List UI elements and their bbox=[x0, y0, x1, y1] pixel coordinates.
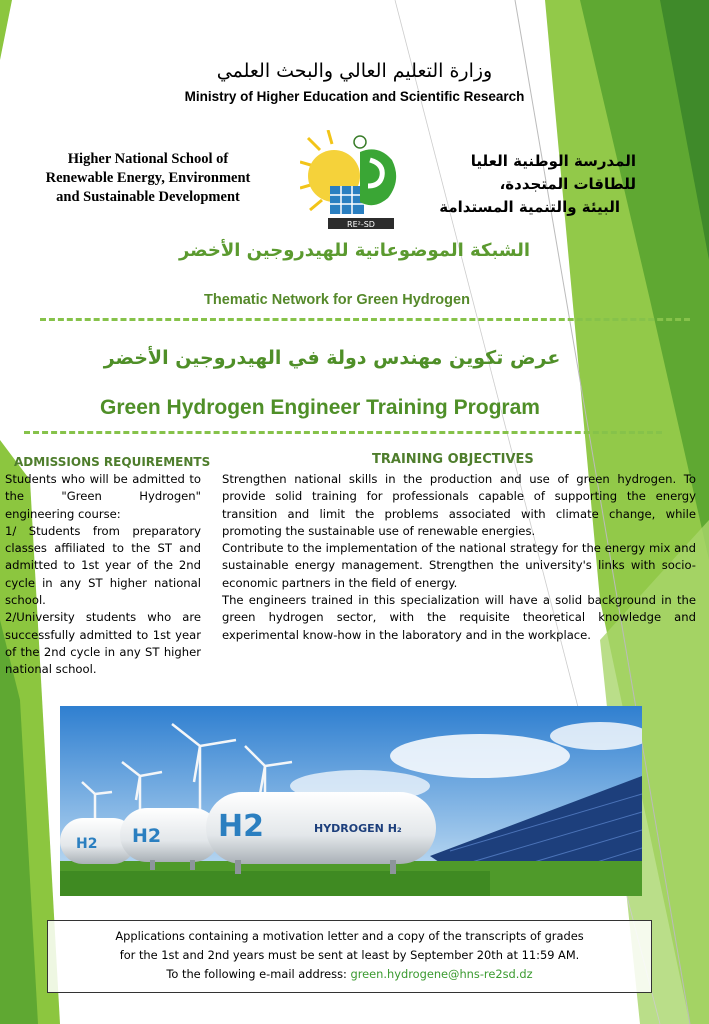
divider bbox=[40, 318, 690, 321]
solar-panel-icon bbox=[330, 186, 364, 214]
tank-label: H2 bbox=[76, 836, 98, 852]
school-name-english-line: Higher National School of bbox=[67, 151, 229, 167]
objectives-heading: TRAINING OBJECTIVES bbox=[372, 452, 534, 467]
logo-text: RE²-SD bbox=[347, 220, 375, 229]
school-name-english-line: and Sustainable Development bbox=[56, 189, 240, 205]
school-name-arabic-line: المدرسة الوطنية العليا للطاقات المتجددة، bbox=[470, 152, 636, 193]
application-notice bbox=[47, 920, 652, 993]
hydrogen-tank bbox=[206, 792, 436, 864]
school-logo bbox=[300, 130, 404, 232]
application-line: Applications containing a motivation letter and a copy of the transcripts of grades bbox=[115, 929, 584, 943]
objectives-body bbox=[222, 471, 696, 644]
hydrogen-tank bbox=[120, 808, 220, 862]
divider bbox=[24, 431, 662, 434]
admissions-paragraph: Students who will be admitted to the "Green Hydrogen" engineering course: bbox=[5, 472, 201, 521]
admissions-paragraph: 2/University students who are successfully admitted to 1st year of the 2nd cycle in any ST higher national school. bbox=[5, 610, 201, 677]
tank-label: H2 bbox=[132, 825, 162, 847]
school-name-english bbox=[28, 150, 268, 207]
ministry-title-english: Ministry of Higher Education and Scientific Research bbox=[184, 89, 525, 104]
admissions-heading: ADMISSIONS REQUIREMENTS bbox=[14, 455, 211, 469]
school-name-english-line: Renewable Energy, Environment bbox=[45, 170, 251, 186]
objectives-paragraph: The engineers trained in this specialization will have a solid background in the green hydrogen sector, with the requisite theoretical knowledge and experimental know-how in the laboratory and in the workplace. bbox=[222, 593, 696, 642]
school-name-arabic bbox=[410, 150, 636, 219]
admissions-paragraph: 1/ Students from preparatory classes affiliated to the ST and admitted to 1st year of the 2nd cycle in any ST higher national school. bbox=[5, 523, 201, 608]
hydrogen-plant-photo bbox=[60, 706, 642, 896]
application-email-prefix: To the following e-mail address: bbox=[166, 967, 351, 981]
network-title-arabic: الشبكة الموضوعاتية للهيدروجين الأخضر bbox=[178, 240, 531, 261]
application-line bbox=[48, 965, 651, 984]
admissions-body bbox=[5, 471, 201, 679]
objectives-paragraph: Contribute to the implementation of the national strategy for the energy mix and sustainable energy management. Strengthen the university's links with socio-economic partners in the field of energy. bbox=[222, 541, 696, 590]
application-email-link[interactable]: green.hydrogene@hns-re2sd.dz bbox=[350, 967, 533, 981]
network-title-english: Thematic Network for Green Hydrogen bbox=[204, 292, 470, 308]
school-name-arabic-line: البيئة والتنمية المستدامة bbox=[439, 198, 620, 216]
tank-hydrogen-text: HYDROGEN H₂ bbox=[314, 822, 402, 835]
objectives-paragraph: Strengthen national skills in the production and use of green hydrogen. To provide solid training for professionals capable of supporting the energy transition and limit the problems associated with climate change, while promoting the sustainable use of renewable energies. bbox=[222, 472, 696, 538]
tank-label: H2 bbox=[218, 809, 264, 844]
leaf-icon bbox=[360, 149, 396, 205]
ministry-title-arabic: وزارة التعليم العالي والبحث العلمي bbox=[216, 60, 493, 82]
application-line: for the 1st and 2nd years must be sent at least by September 20th at 11:59 AM. bbox=[119, 948, 580, 962]
program-title-english: Green Hydrogen Engineer Training Program bbox=[100, 396, 540, 419]
program-title-arabic: عرض تكوين مهندس دولة في الهيدروجين الأخضر bbox=[103, 347, 561, 369]
